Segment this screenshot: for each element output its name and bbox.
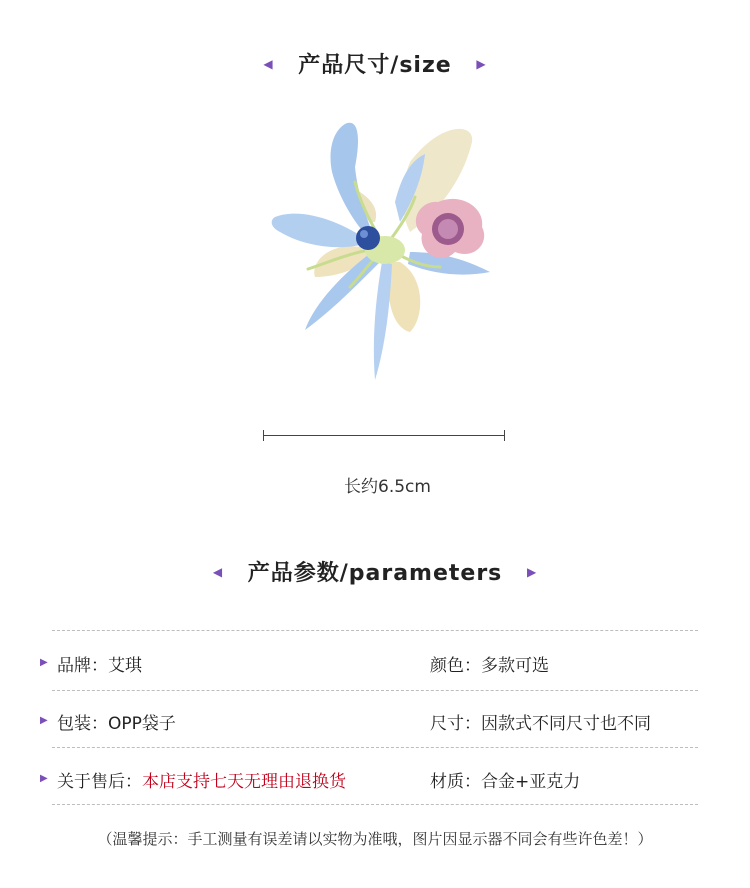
param-package: 包装：OPP袋子 (57, 714, 176, 734)
parameters-section-title (0, 556, 750, 587)
param-brand: 品牌：艾琪 (57, 656, 142, 676)
param-after-sale: 关于售后：本店支持七天无理由退换货 (57, 772, 346, 792)
right-triangle-icon: ▶ (476, 56, 487, 71)
after-sale-policy: 本店支持七天无理由退换货 (142, 772, 346, 792)
left-triangle-icon: ◀ (263, 56, 274, 71)
measurement-tick-right (504, 430, 505, 441)
param-row-package-size (0, 691, 750, 748)
measurement-bar (263, 435, 505, 436)
size-title-text: 产品尺寸/size (298, 53, 452, 78)
param-row-aftersale-material (0, 749, 750, 806)
param-color: 颜色：多款可选 (430, 656, 549, 676)
bullet-triangle-icon: ▶ (40, 773, 48, 784)
dashed-divider (52, 630, 698, 631)
left-triangle-icon: ◀ (212, 564, 224, 579)
size-measurement-label: 长约6.5cm (344, 477, 431, 497)
dashed-divider (52, 804, 698, 805)
right-triangle-icon: ▶ (526, 564, 538, 579)
param-material: 材质：合金+亚克力 (430, 772, 581, 792)
footnote-tip: （温馨提示：手工测量有误差请以实物为准哦，图片因显示器不同会有些许色差！） (97, 830, 653, 848)
measurement-tick-left (263, 430, 264, 441)
param-size: 尺寸：因款式不同尺寸也不同 (430, 714, 651, 734)
measurement-line (263, 428, 505, 442)
param-row-brand-color (0, 633, 750, 690)
product-image-flower-brooch (260, 112, 500, 387)
bullet-triangle-icon: ▶ (40, 715, 48, 726)
bullet-triangle-icon: ▶ (40, 657, 48, 668)
parameters-title-text: 产品参数/parameters (247, 561, 503, 586)
size-section-title (0, 48, 750, 79)
dashed-divider (52, 747, 698, 748)
